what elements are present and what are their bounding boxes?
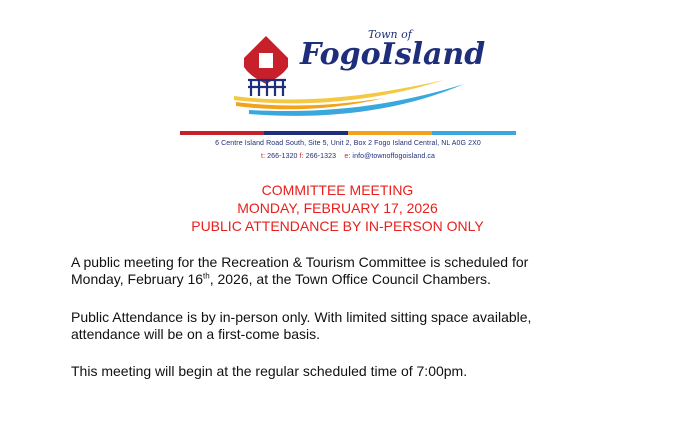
paragraph-attendance [71,309,631,343]
stage-icon [248,80,286,96]
color-bar-red [180,131,264,135]
phone-number: 266-1320 [267,153,298,160]
fogo-island-logo-graphic [224,22,486,120]
fax-number: 266-1323 [305,153,337,160]
logo-name [299,37,485,72]
paragraph-attendance-line2: attendance will be on a first-come basis. [71,326,321,342]
contact-line [180,153,516,160]
phone-label: t: [261,153,266,160]
paragraph-schedule [71,254,631,288]
color-bar-sky [432,131,516,135]
color-bar-navy [264,131,348,135]
color-bar-orange [348,131,432,135]
paragraph-attendance-line1: Public Attendance is by in-person only. With limited sitting space available, [71,309,532,325]
logo-name-part2: Island [380,37,486,72]
paragraph-time: This meeting will begin at the regular scheduled time of 7:00pm. [71,363,468,379]
notice-date: MONDAY, FEBRUARY 17, 2026 [237,200,438,216]
logo-name-part1: Fogo [300,37,381,72]
notice-attendance: PUBLIC ATTENDANCE BY IN-PERSON ONLY [191,218,484,234]
logo-small-text: Town of [368,28,412,41]
header-color-bar [180,131,516,135]
email-link[interactable]: info@townoffogoisland.ca [352,153,435,160]
notice-title: COMMITTEE MEETING [261,182,414,198]
email-label: e: [344,153,351,160]
paragraph-schedule-line1: A public meeting for the Recreation & Tourism Committee is scheduled for [71,254,529,270]
address-line: 6 Centre Island Road South, Site 5, Unit 2, Box 2 Fogo Island Central, NL A0G 2X0 [215,140,481,147]
paragraph-schedule-line2: Monday, February 16th, 2026, at the Town Office Council Chambers. [71,271,491,287]
house-window [259,53,273,68]
town-logo [224,22,486,120]
fax-label: f: [299,153,304,160]
